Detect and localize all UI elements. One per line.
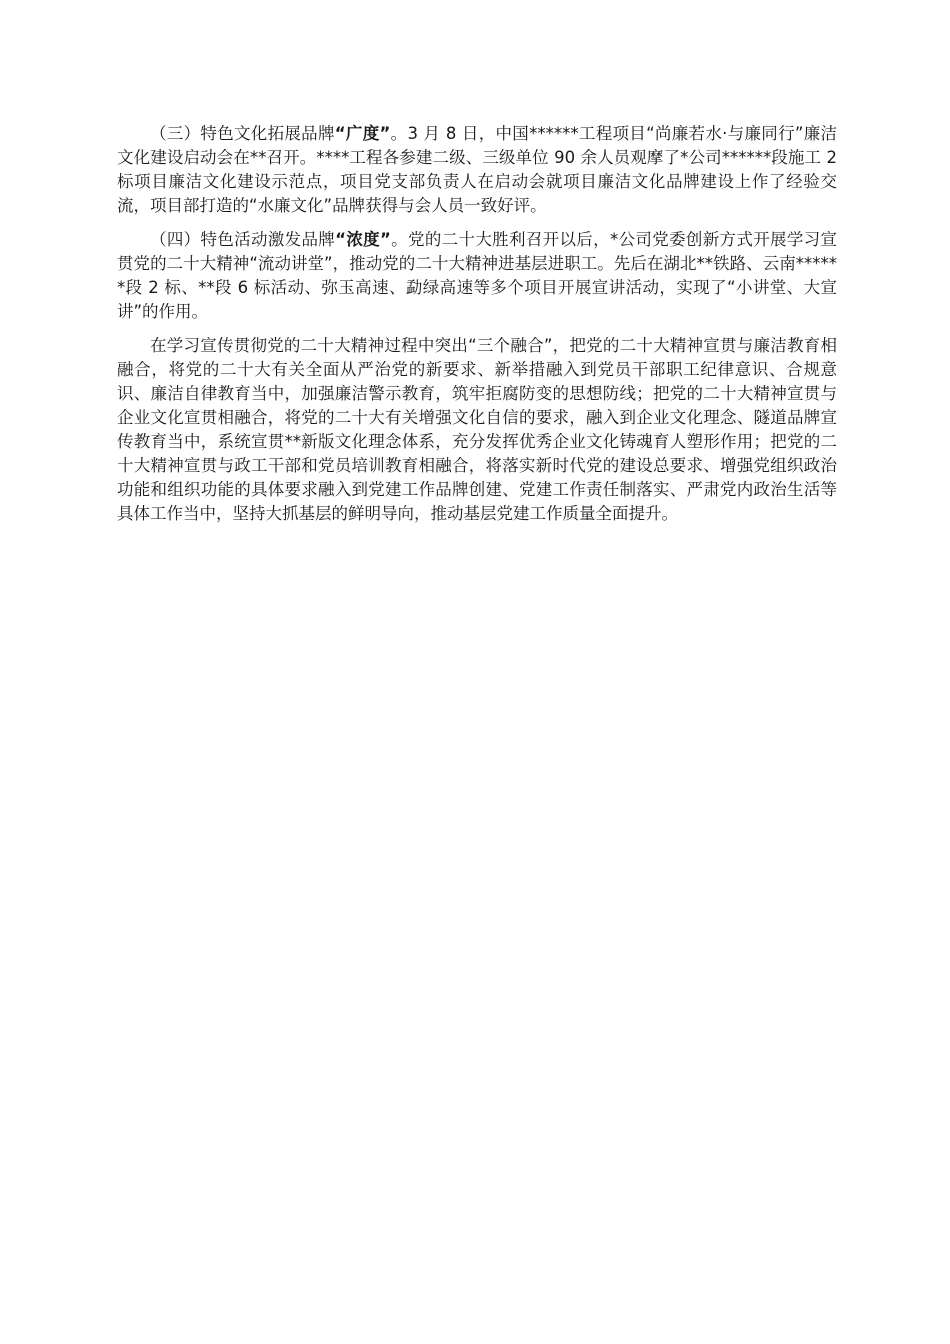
section-heading-3-end: 。 (390, 124, 408, 143)
paragraph-2-text: 党的二十大胜利召开以后，*公司党委创新方式开展学习宣贯党的二十大精神“流动讲堂”，推动党的二十大精神进基层进职工。先后在湖北**铁路、云南******段 2 标、**段 6 标活动、弥玉高速、勐绿高速等多个项目开展宣讲活动，实现了“小讲堂、大宣讲”的作用。 (117, 230, 838, 321)
paragraph-1-text: 3 月 8 日，中国******工程项目“尚廉若水·与廉同行”廉洁文化建设启动会在**召开。****工程各参建二级、三级单位 90 余人员观摩了*公司******段施工 2 标项目廉洁文化建设示范点，项目党支部负责人在启动会就项目廉洁文化品牌建设上作了经验交流，项目部打造的“水廉文化”品牌获得与会人员一致好评。 (117, 124, 838, 215)
section-heading-3-emphasis: “广度” (334, 124, 391, 143)
paragraph-3 (117, 334, 837, 526)
paragraph-3-text: 在学习宣传贯彻党的二十大精神过程中突出“三个融合”，把党的二十大精神宣贯与廉洁教育相融合，将党的二十大有关全面从严治党的新要求、新举措融入到党员干部职工纪律意识、合规意识、廉洁自律教育当中，加强廉洁警示教育，筑牢拒腐防变的思想防线；把党的二十大精神宣贯与企业文化宣贯相融合，将党的二十大有关增强文化自信的要求，融入到企业文化理念、隧道品牌宣传教育当中，系统宣贯**新版文化理念体系，充分发挥优秀企业文化铸魂育人塑形作用；把党的二十大精神宣贯与政工干部和党员培训教育相融合，将落实新时代党的建设总要求、增强党组织政治功能和组织功能的具体要求融入到党建工作品牌创建、党建工作责任制落实、严肃党内政治生活等具体工作当中，坚持大抓基层的鲜明导向，推动基层党建工作质量全面提升。 (117, 336, 837, 523)
section-heading-4-prefix: （四）特色活动激发品牌 (150, 230, 336, 249)
section-heading-4-end: 。 (390, 230, 408, 249)
paragraph-2 (117, 228, 837, 324)
document-body (117, 122, 837, 536)
section-heading-3-prefix: （三）特色文化拓展品牌 (150, 124, 335, 143)
paragraph-1 (117, 122, 837, 218)
section-heading-4-emphasis: “浓度” (335, 230, 391, 249)
